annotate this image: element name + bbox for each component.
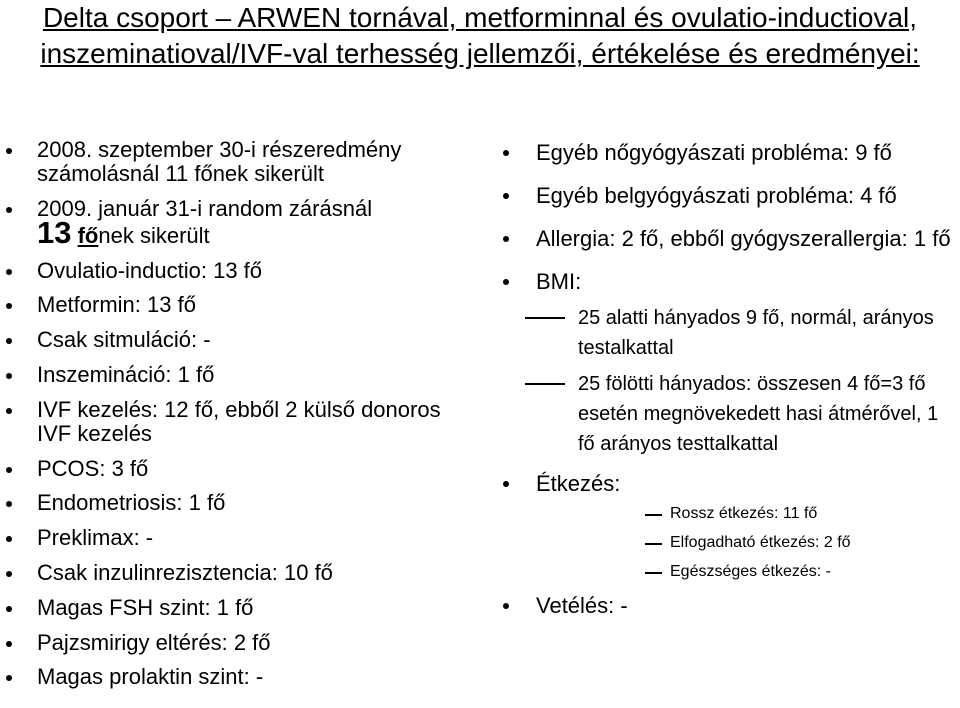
list-item: Metformin: 13 fő: [0, 293, 470, 317]
list-item: Preklimax: -: [0, 526, 470, 550]
count-number: 13: [37, 214, 72, 250]
list-item-bmi: BMI:: [494, 267, 960, 297]
list-item: 2008. szeptember 30-i részeredmény számolásnál 11 főnek sikerült: [0, 138, 470, 186]
list-item: Endometriosis: 1 fő: [0, 491, 470, 515]
left-bullet-list: [0, 138, 470, 700]
count-unit: fő: [77, 222, 99, 248]
list-item: Magas prolaktin szint: -: [0, 665, 470, 689]
list-item: PCOS: 3 fő: [0, 457, 470, 481]
list-item-random-closing: [0, 197, 470, 248]
right-bullet-list: [494, 138, 960, 634]
slide-title: Delta csoport – ARWEN tornával, metforminnal és ovulatio-inductioval, inszeminatioval/IVF-val terhesség jellemzői, értékelése és eredményei:: [40, 2, 920, 69]
list-item: Egyéb belgyógyászati probléma: 4 fő: [494, 181, 960, 211]
list-item: Csak inzulinrezisztencia: 10 fő: [0, 561, 470, 585]
list-item: IVF kezelés: 12 fő, ebből 2 külső donoros IVF kezelés: [0, 398, 470, 446]
list-item: Vetélés: -: [494, 591, 960, 621]
list-item: Allergia: 2 fő, ebből gyógyszerallergia: 1 fő: [494, 224, 960, 254]
list-item: Pajzsmirigy eltérés: 2 fő: [0, 631, 470, 655]
list-item: Ovulatio-inductio: 13 fő: [0, 259, 470, 283]
sub-sub-item: Rossz étkezés: 11 fő: [494, 503, 960, 525]
list-item: Magas FSH szint: 1 fő: [0, 596, 470, 620]
list-item: Inszemináció: 1 fő: [0, 363, 470, 387]
item-text: nek sikerült: [98, 222, 210, 248]
sub-item: 25 fölötti hányados: összesen 4 fő=3 fő esetén megnövekedett hasi átmérővel, 1 fő arányos testtalkattal: [494, 369, 960, 459]
item-text: 2009. január 31-i random zárásnál: [37, 195, 373, 221]
list-item: Csak sitmuláció: -: [0, 328, 470, 352]
sub-sub-item: Egészséges étkezés: -: [494, 561, 960, 583]
sub-sub-item: Elfogadható étkezés: 2 fő: [494, 532, 960, 554]
list-item: Egyéb nőgyógyászati probléma: 9 fő: [494, 138, 960, 168]
list-item-diet: Étkezés:: [494, 469, 960, 499]
sub-item: 25 alatti hányados 9 fő, normál, arányos testalkattal: [494, 303, 960, 363]
